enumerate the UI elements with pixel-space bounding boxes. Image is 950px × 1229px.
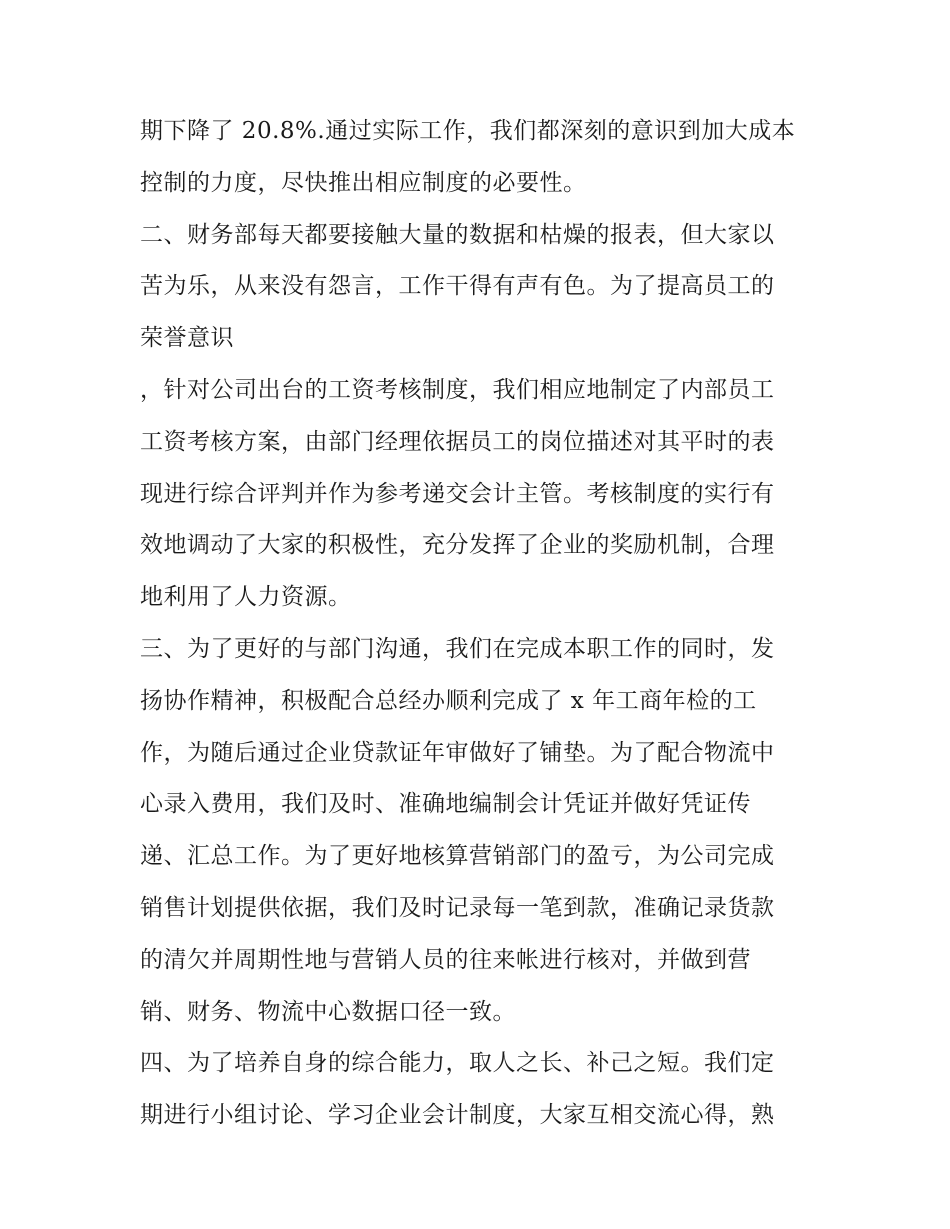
text-line: 期进行小组讨论、学习企业会计制度，大家互相交流心得，熟 [140,1102,775,1129]
text-line: 控制的力度，尽快推出相应制度的必要性。 [140,169,587,196]
text-line: 销、财务、物流中心数据口径一致。 [140,998,516,1025]
text-line: 递、汇总工作。为了更好地核算营销部门的盈亏，为公司完成 [140,843,775,870]
text-line: ，针对公司出台的工资考核制度，我们相应地制定了内部员工 [140,376,775,403]
text-line: 地利用了人力资源。 [140,584,352,611]
text-line: 心录入费用，我们及时、准确地编制会计凭证并做好凭证传 [140,791,751,818]
body-text [140,106,820,1142]
text-line: 扬协作精神，积极配合总经办顺利完成了 x 年工商年检的工 [140,687,757,714]
text-line: 销售计划提供依据，我们及时记录每一笔到款，准确记录货款 [140,894,775,921]
text-line: 二、财务部每天都要接触大量的数据和枯燥的报表，但大家以 [140,221,775,248]
text-line: 期下降了 20.8%.通过实际工作，我们都深刻的意识到加大成本 [140,118,796,144]
text-line: 苦为乐，从来没有怨言，工作干得有声有色。为了提高员工的 [140,273,775,300]
text-line: 效地调动了大家的积极性，充分发挥了企业的奖励机制，合理 [140,532,775,559]
text-line: 作，为随后通过企业贷款证年审做好了铺垫。为了配合物流中 [140,739,775,766]
text-line: 的清欠并周期性地与营销人员的往来帐进行核对，并做到营 [140,946,751,973]
text-line: 现进行综合评判并作为参考递交会计主管。考核制度的实行有 [140,480,775,507]
text-line: 四、为了培养自身的综合能力，取人之长、补己之短。我们定 [140,1050,775,1077]
text-line: 荣誉意识 [140,325,234,352]
text-line: 工资考核方案，由部门经理依据员工的岗位描述对其平时的表 [140,428,775,455]
text-line: 三、为了更好的与部门沟通，我们在完成本职工作的同时，发 [140,635,775,662]
